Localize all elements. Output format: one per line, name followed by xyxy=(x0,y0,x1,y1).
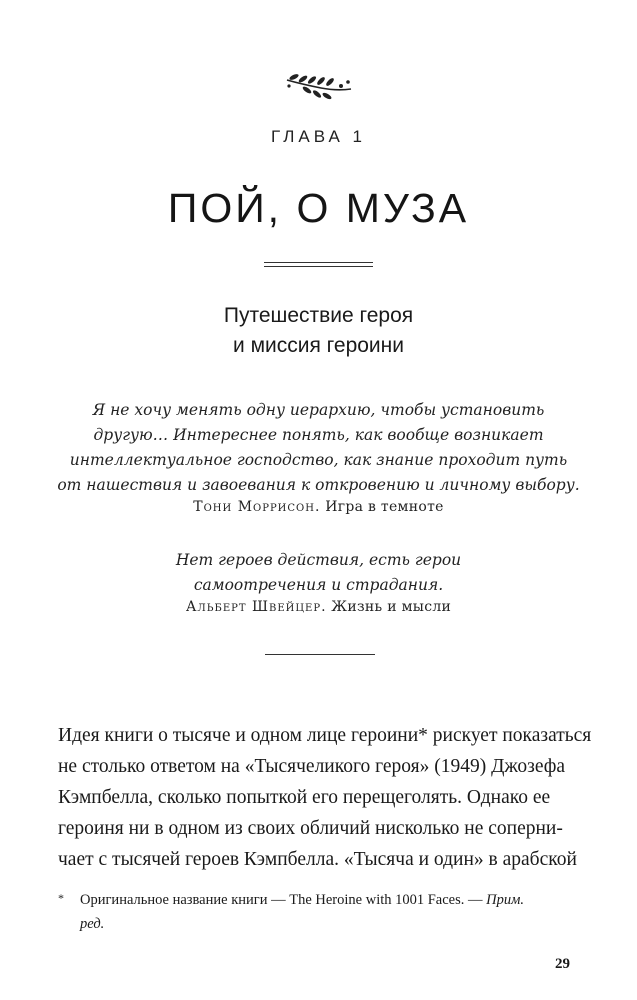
footnote xyxy=(60,888,570,936)
footnote-marker: * xyxy=(58,891,64,905)
footnote-line-italic: ред. xyxy=(80,916,105,932)
epigraph-attribution xyxy=(0,499,637,515)
epigraph-author: Тони Моррисон. xyxy=(193,499,321,515)
footnote-line xyxy=(60,888,570,912)
laurel-ornament-icon xyxy=(281,70,357,104)
epigraph-line: самоотречения и страдания. xyxy=(193,576,444,594)
section-divider xyxy=(265,654,375,655)
chapter-label: ГЛАВА 1 xyxy=(270,127,367,146)
epigraph-author: Альберт Швейцер. xyxy=(185,599,327,615)
body-line: не столько ответом на «Тысячеликого героя» (1949) Джозефа xyxy=(58,756,566,777)
epigraph-line: интеллектуальное господство, как знание проходит путь xyxy=(69,451,568,469)
epigraph-line: от нашествия и завоевания к откровению и личному выбору. xyxy=(57,476,580,494)
epigraph-line: Я не хочу менять одну иерархию, чтобы установить xyxy=(92,401,545,419)
chapter-title: ПОЙ, О МУЗА xyxy=(167,185,470,231)
epigraph-line: другую… Интереснее понять, как вообще возникает xyxy=(93,426,544,444)
body-paragraph xyxy=(58,720,592,875)
epigraph-attribution xyxy=(0,599,637,615)
footnote-text-part: Оригинальное название книги — The Heroine with 1001 Faces. — xyxy=(80,892,487,908)
subtitle-line: Путешествие героя xyxy=(223,304,414,327)
chapter-subtitle xyxy=(0,301,637,361)
epigraph-work: Игра в темноте xyxy=(320,499,444,515)
title-divider-top xyxy=(264,262,373,263)
epigraph-quote xyxy=(0,398,637,498)
footnote-italic: Прим. xyxy=(486,892,524,908)
subtitle-line: и миссия героини xyxy=(233,334,404,357)
body-line: Идея книги о тысяче и одном лице героини* рискует показаться xyxy=(58,725,592,746)
body-line: героиня ни в одном из своих обличий нисколько не соперни- xyxy=(58,818,563,839)
epigraph-work: Жизнь и мысли xyxy=(326,599,452,615)
epigraph-quote xyxy=(0,548,637,598)
body-line: Кэмпбелла, сколько попыткой его перещеголять. Однако ее xyxy=(58,787,551,808)
page-number: 29 xyxy=(555,956,570,972)
title-divider-bottom xyxy=(264,266,373,267)
body-line: чает с тысячей героев Кэмпбелла. «Тысяча и один» в арабской xyxy=(58,849,577,870)
epigraph-line: Нет героев действия, есть герои xyxy=(175,551,462,569)
